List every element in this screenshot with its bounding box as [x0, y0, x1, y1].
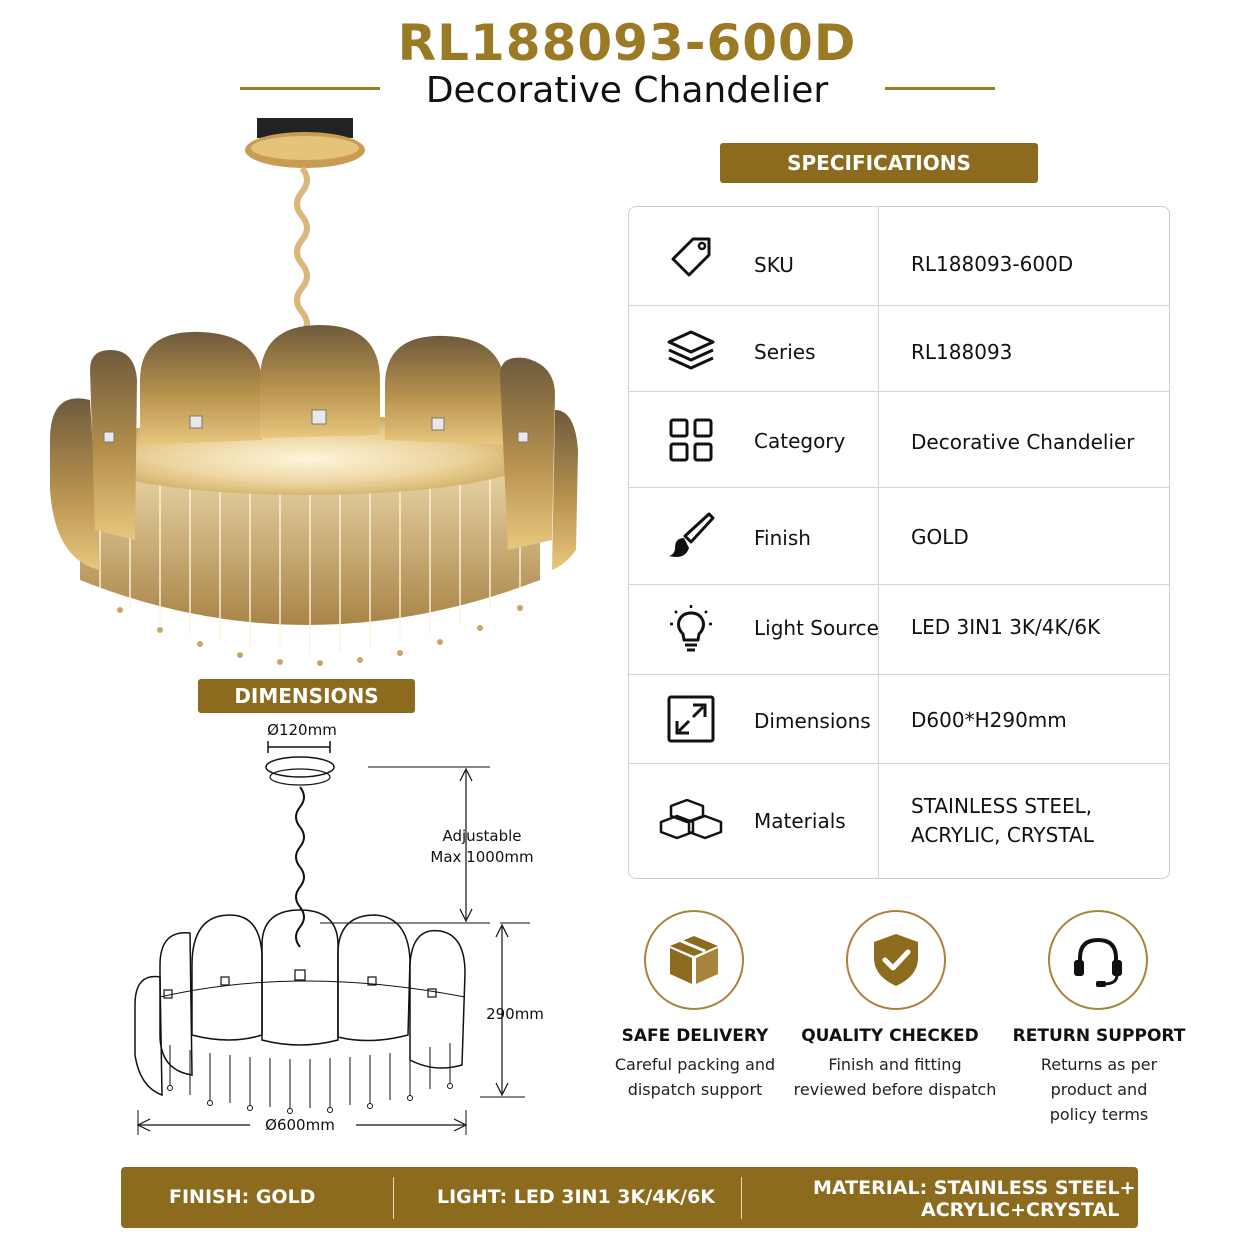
feature-description — [994, 1052, 1204, 1127]
height-label: 290mm — [486, 1005, 544, 1023]
spec-value-sku: RL188093-600D — [911, 252, 1074, 276]
spec-value-materials-line2: ACRYLIC, CRYSTAL — [911, 823, 1094, 847]
feature-icon-circle — [1048, 910, 1148, 1010]
spec-row-light-source — [629, 585, 1169, 675]
spec-row-dimensions — [629, 675, 1169, 764]
spec-label-category: Category — [754, 429, 846, 453]
spec-label-series: Series — [754, 340, 816, 364]
feature-desc-line2: product and — [1050, 1080, 1148, 1099]
feature-desc-line1: Returns as per — [1040, 1055, 1158, 1074]
spec-value-series: RL188093 — [911, 340, 1013, 364]
feature-desc-line3: policy terms — [1049, 1105, 1149, 1124]
product-sku-title: RL188093-600D — [397, 14, 857, 72]
spec-value-dimensions: D600*H290mm — [911, 708, 1067, 732]
chain-length-label-line2: Max 1000mm — [430, 848, 534, 866]
layers-icon — [665, 324, 717, 376]
summary-light: LIGHT: LED 3IN1 3K/4K/6K — [437, 1186, 716, 1208]
spec-value-materials-line1: STAINLESS STEEL, — [911, 794, 1093, 818]
box-icon — [664, 930, 724, 990]
product-subtitle: Decorative Chandelier — [425, 70, 829, 111]
feature-icon-circle — [644, 910, 744, 1010]
ingots-icon — [659, 790, 723, 842]
chain-length-label-line1: Adjustable — [442, 827, 522, 845]
specifications-heading: SPECIFICATIONS — [720, 143, 1038, 183]
feature-desc-line2: dispatch support — [627, 1080, 763, 1099]
expand-icon — [665, 693, 717, 745]
lightbulb-icon — [665, 604, 717, 656]
headset-icon — [1068, 930, 1128, 990]
spec-row-materials — [629, 764, 1169, 879]
tag-icon — [665, 231, 717, 283]
summary-finish: FINISH: GOLD — [169, 1186, 316, 1208]
grid-icon — [665, 414, 717, 466]
feature-description — [590, 1052, 800, 1102]
spec-value-finish: GOLD — [911, 525, 969, 549]
spec-row-category — [629, 392, 1169, 488]
spec-row-sku — [629, 207, 1169, 306]
feature-title: SAFE DELIVERY — [621, 1026, 769, 1046]
spec-value-category: Decorative Chandelier — [911, 430, 1135, 454]
spec-label-materials: Materials — [754, 809, 846, 833]
specifications-table — [628, 206, 1170, 879]
spec-row-series — [629, 306, 1169, 392]
dimensions-heading: DIMENSIONS — [198, 679, 415, 713]
spec-label-finish: Finish — [754, 526, 811, 550]
spec-row-finish — [629, 488, 1169, 585]
feature-desc-line1: Finish and fitting — [828, 1055, 962, 1074]
feature-icon-circle — [846, 910, 946, 1010]
spec-label-light-source: Light Source — [754, 616, 879, 640]
feature-desc-line1: Careful packing and — [614, 1055, 776, 1074]
spec-label-sku: SKU — [754, 253, 794, 277]
summary-material-line2: ACRYLIC+CRYSTAL — [921, 1199, 1120, 1221]
brush-icon — [665, 510, 717, 562]
summary-material-line1: MATERIAL: STAINLESS STEEL+ — [813, 1177, 1136, 1199]
summary-separator — [393, 1177, 394, 1219]
dimensions-line-drawing — [120, 715, 580, 1145]
canopy-diameter-label: Ø120mm — [267, 721, 337, 739]
feature-description — [780, 1052, 1010, 1102]
title-rule-right — [885, 87, 995, 90]
feature-desc-line2: reviewed before dispatch — [793, 1080, 997, 1099]
chandelier-product-image — [40, 110, 600, 680]
spec-label-dimensions: Dimensions — [754, 709, 871, 733]
diameter-label: Ø600mm — [265, 1116, 335, 1134]
feature-title: RETURN SUPPORT — [1012, 1026, 1186, 1046]
spec-value-light-source: LED 3IN1 3K/4K/6K — [911, 615, 1101, 639]
summary-bar — [121, 1167, 1138, 1228]
feature-title: QUALITY CHECKED — [801, 1026, 979, 1046]
summary-separator — [741, 1177, 742, 1219]
shield-check-icon — [866, 930, 926, 990]
